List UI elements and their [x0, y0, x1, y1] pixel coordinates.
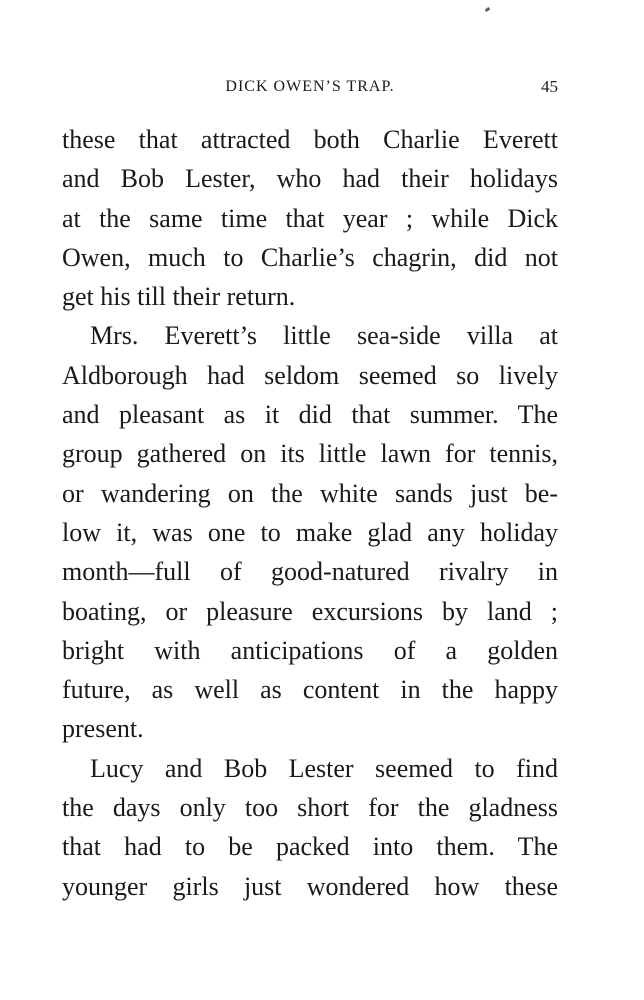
text-line: bright with anticipations of a golden [62, 635, 558, 665]
text-line: the days only too short for the gladness [62, 793, 558, 823]
running-title: DICK OWEN’S TRAP. [225, 78, 395, 95]
text-line: and Bob Lester, who had their holidays [62, 164, 558, 194]
text-line: future, as well as content in the happy [62, 675, 558, 705]
text-line: Owen, much to Charlie’s chagrin, did not [62, 242, 558, 272]
text-line: present. [62, 714, 144, 744]
text-line: these that attracted both Charlie Everett [62, 125, 558, 154]
text-line: that had to be packed into them. The [62, 832, 558, 862]
text-line: group gathered on its little lawn for tennis, [62, 439, 558, 469]
body-text [62, 120, 558, 906]
text-line: low it, was one to make glad any holiday [62, 517, 558, 547]
text-line: boating, or pleasure excursions by land ; [62, 596, 558, 626]
text-line: Lucy and Bob Lester seemed to find [90, 753, 558, 783]
text-line: and pleasant as it did that summer. The [62, 400, 558, 430]
page-number: 45 [541, 77, 558, 96]
text-line: at the same time that year ; while Dick [62, 203, 558, 233]
text-line: younger girls just wondered how these [62, 871, 558, 901]
text-line: get his till their return. [62, 282, 296, 312]
text-line: Mrs. Everett’s little sea-side villa at [90, 321, 558, 351]
running-head [62, 76, 558, 98]
text-line: or wandering on the white sands just be- [62, 478, 558, 508]
text-line: month—full of good-natured rivalry in [62, 557, 558, 587]
ink-speck [485, 7, 491, 12]
text-line: Aldborough had seldom seemed so lively [62, 360, 558, 390]
